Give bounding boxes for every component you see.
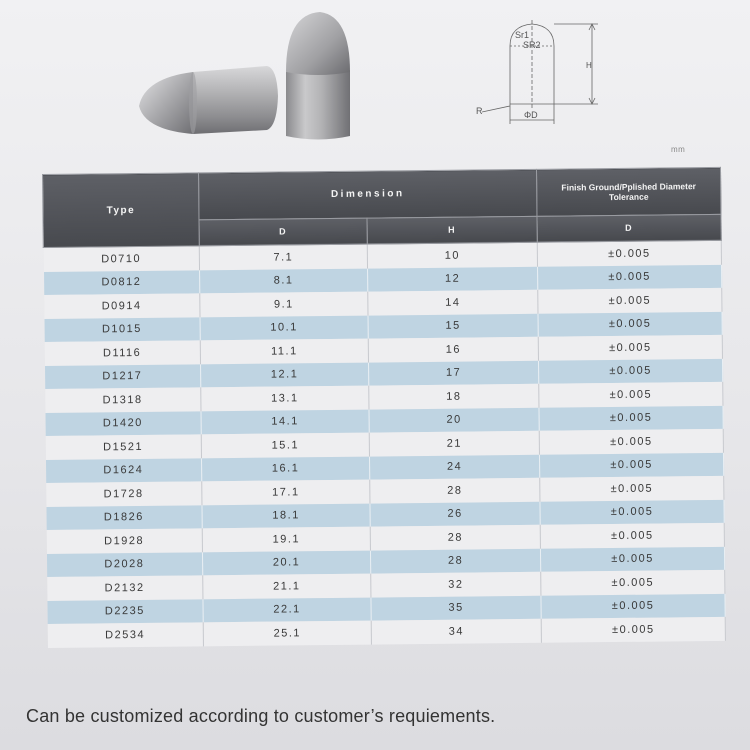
- cell-height: 20: [369, 407, 539, 432]
- cell-height: 28: [370, 548, 540, 573]
- cell-tolerance: ±0.005: [537, 240, 721, 266]
- cell-diameter: 12.1: [200, 362, 368, 387]
- cell-type: D1928: [46, 528, 202, 553]
- cell-tolerance: ±0.005: [540, 546, 724, 571]
- cell-type: D0914: [44, 293, 200, 318]
- cell-height: 16: [368, 337, 538, 362]
- cell-tolerance: ±0.005: [538, 335, 722, 360]
- carbide-button-standing-image: [280, 10, 355, 145]
- cell-type: D2132: [47, 575, 203, 600]
- subheader-h: H: [367, 216, 537, 244]
- cell-tolerance: ±0.005: [538, 288, 722, 313]
- cell-tolerance: ±0.005: [539, 452, 723, 477]
- cell-diameter: 8.1: [200, 268, 368, 293]
- cell-type: D1826: [46, 505, 202, 530]
- cell-diameter: 13.1: [201, 386, 369, 411]
- unit-label: mm: [671, 145, 686, 154]
- cell-type: D1624: [45, 458, 201, 483]
- cell-diameter: 19.1: [202, 527, 370, 552]
- cell-type: D0710: [43, 246, 199, 272]
- cell-type: D0812: [44, 270, 200, 295]
- cell-tolerance: ±0.005: [537, 264, 721, 289]
- cell-type: D1116: [44, 340, 200, 365]
- cell-diameter: 11.1: [200, 339, 368, 364]
- cell-height: 32: [371, 572, 541, 597]
- cell-type: D2235: [47, 599, 203, 624]
- cell-diameter: 21.1: [203, 574, 371, 599]
- cell-diameter: 18.1: [202, 503, 370, 528]
- cell-tolerance: ±0.005: [540, 523, 724, 548]
- cell-height: 10: [367, 242, 537, 268]
- cell-tolerance: ±0.005: [540, 499, 724, 524]
- spec-table-wrapper: [42, 167, 725, 648]
- cell-tolerance: ±0.005: [541, 593, 725, 618]
- cell-type: D1217: [45, 364, 201, 389]
- label-h: H: [586, 61, 592, 70]
- cell-diameter: 22.1: [203, 597, 371, 622]
- label-r: R: [476, 106, 483, 116]
- carbide-button-lying-image: [135, 60, 285, 140]
- cell-height: 28: [370, 478, 540, 503]
- subheader-tolerance-d: D: [537, 214, 721, 242]
- technical-drawing: [470, 20, 610, 135]
- cell-height: 12: [368, 266, 538, 291]
- cell-diameter: 9.1: [200, 292, 368, 317]
- cell-tolerance: ±0.005: [538, 311, 722, 336]
- cell-height: 28: [370, 525, 540, 550]
- cell-diameter: 20.1: [202, 550, 370, 575]
- cell-diameter: 25.1: [203, 621, 371, 646]
- cell-type: D1015: [44, 317, 200, 342]
- header-type: Type: [43, 173, 200, 248]
- cell-tolerance: ±0.005: [538, 358, 722, 383]
- cell-height: 21: [369, 431, 539, 456]
- header-dimension: Dimension: [198, 169, 536, 219]
- cell-type: D1521: [45, 434, 201, 459]
- cell-tolerance: ±0.005: [539, 429, 723, 454]
- label-sr1: Sr1: [515, 30, 530, 40]
- header-tolerance: Finish Ground/Pplished Diameter Tolerance: [536, 167, 720, 216]
- cell-tolerance: ±0.005: [540, 476, 724, 501]
- cell-height: 18: [369, 384, 539, 409]
- cell-tolerance: ±0.005: [541, 570, 725, 595]
- cell-diameter: 14.1: [201, 409, 369, 434]
- cell-tolerance: ±0.005: [539, 405, 723, 430]
- cell-diameter: 15.1: [201, 433, 369, 458]
- cell-type: D1318: [45, 387, 201, 412]
- cell-type: D2028: [46, 552, 202, 577]
- customization-note: Can be customized according to customer’s requiements.: [26, 706, 496, 726]
- cell-type: D2534: [47, 622, 203, 647]
- cell-height: 26: [370, 501, 540, 526]
- cell-height: 35: [371, 595, 541, 620]
- cell-tolerance: ±0.005: [541, 617, 725, 642]
- cell-height: 14: [368, 290, 538, 315]
- spec-table: [42, 167, 726, 648]
- cell-diameter: 16.1: [201, 456, 369, 481]
- label-diameter: ΦD: [524, 110, 538, 120]
- cell-height: 15: [368, 313, 538, 338]
- subheader-d: D: [199, 218, 367, 246]
- cell-height: 24: [369, 454, 539, 479]
- cell-diameter: 17.1: [202, 480, 370, 505]
- label-sr2: SR2: [523, 40, 541, 50]
- cell-type: D1420: [45, 411, 201, 436]
- cell-height: 17: [368, 360, 538, 385]
- cell-diameter: 10.1: [200, 315, 368, 340]
- cell-type: D1728: [46, 481, 202, 506]
- cell-tolerance: ±0.005: [539, 382, 723, 407]
- cell-height: 34: [371, 619, 541, 644]
- cell-diameter: 7.1: [199, 244, 367, 270]
